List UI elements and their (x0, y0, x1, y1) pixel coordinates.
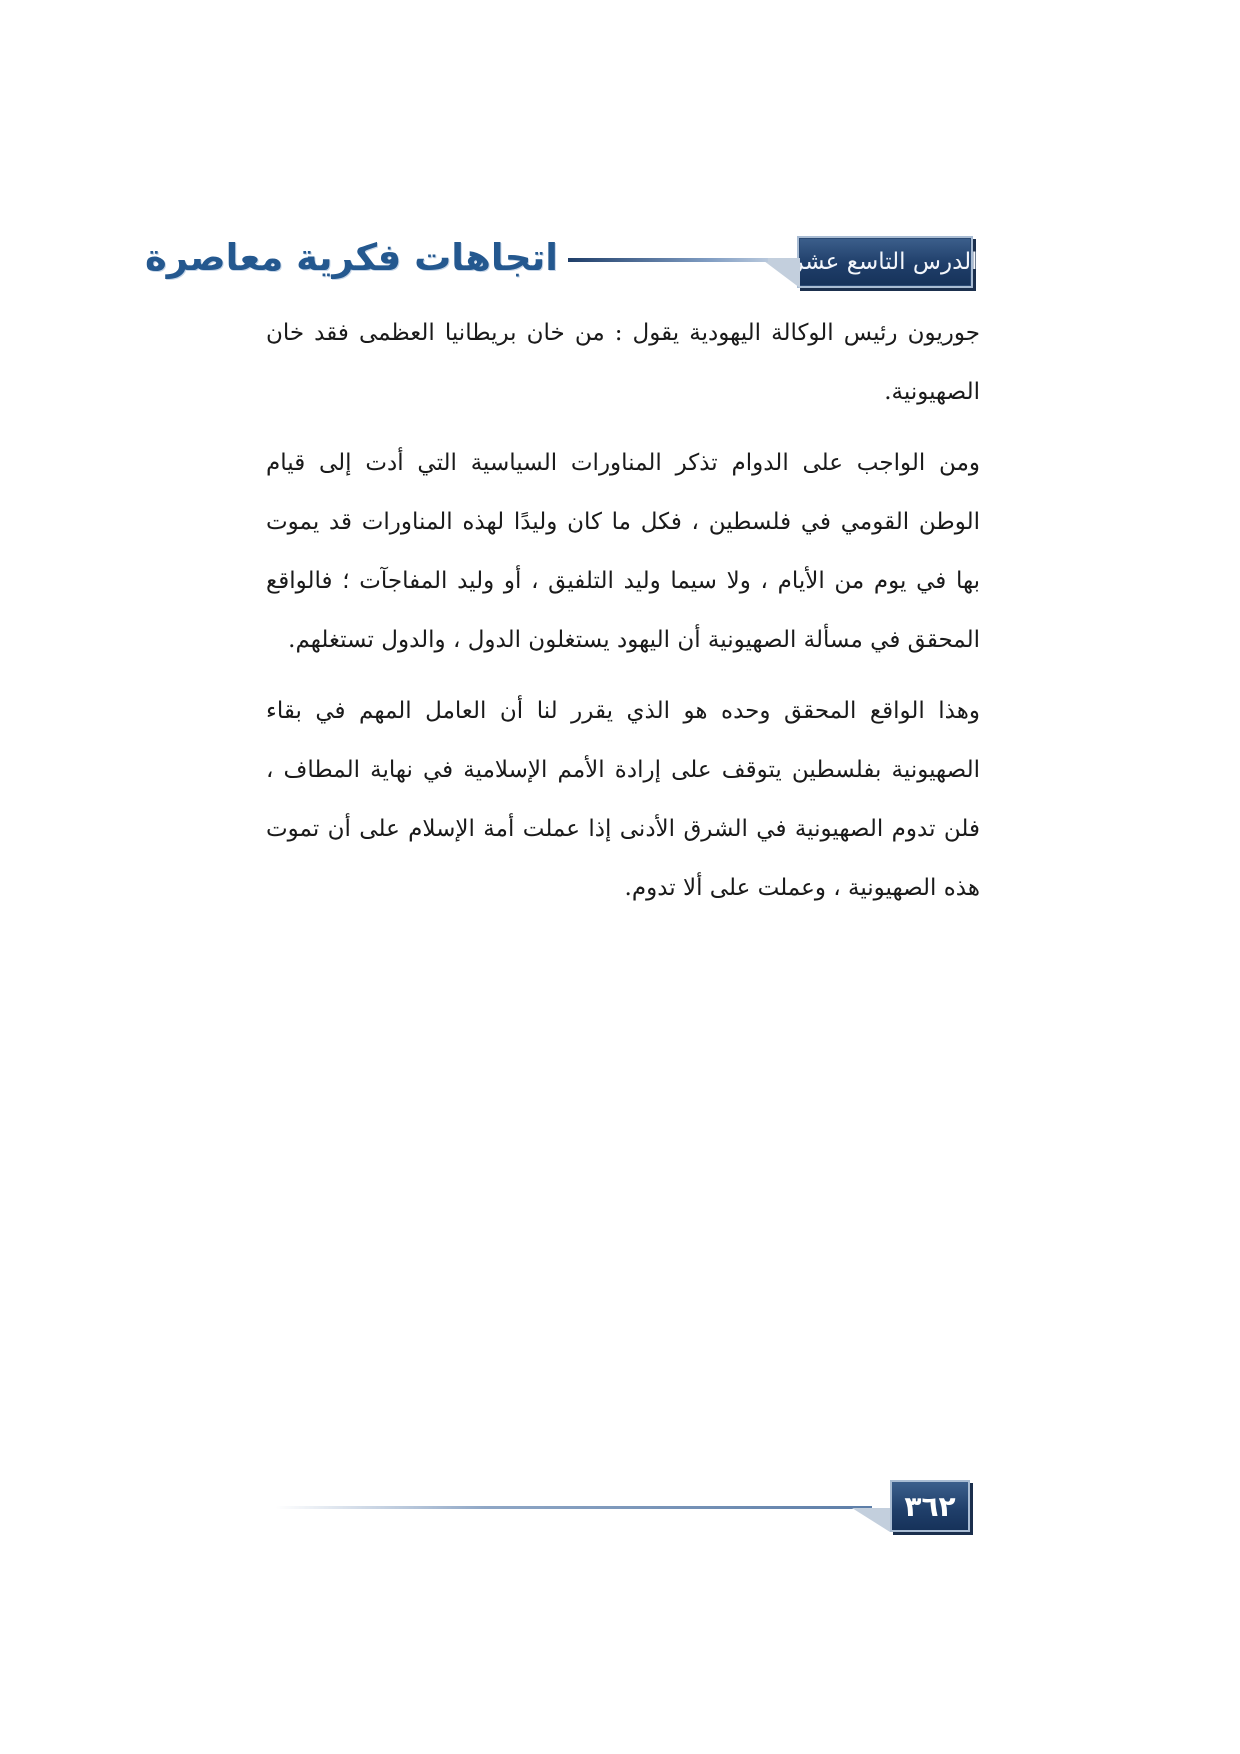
page-number-badge (890, 1480, 970, 1532)
main-text (266, 304, 980, 930)
page-number: ٣٦٢ (904, 1489, 956, 1523)
paragraph-1: جوريون رئيس الوكالة اليهودية يقول : من خان بريطانيا العظمى فقد خان الصهيونية. (266, 320, 980, 405)
page-header (0, 0, 1240, 300)
paragraph-2: ومن الواجب على الدوام تذكر المناورات السياسية التي أدت إلى قيام الوطن القومي في فلسطين ، فكل ما كان وليدًا لهذه المناورات قد يموت بها في يوم من الأيام ، ولا سيما وليد التلفيق ، أو وليد المفاجآت ؛ فالواقع المحقق في مسألة الصهيونية أن اليهود يستغلون الدول ، والدول تستغلهم. (266, 450, 980, 653)
lesson-label: الدرس التاسع عشر (792, 249, 978, 275)
book-title: اتجاهات فكرية معاصرة (144, 236, 558, 279)
paragraph-3: وهذا الواقع المحقق وحده هو الذي يقرر لنا أن العامل المهم في بقاء الصهيونية بفلسطين يتوقف على إرادة الأمم الإسلامية في نهاية المطاف ، فلن تدوم الصهيونية في الشرق الأدنى إذا عملت أمة الإسلام على أن تموت هذه الصهيونية ، وعملت على ألا تدوم. (266, 698, 980, 901)
header-divider-line (568, 258, 768, 262)
footer-wedge-decoration (852, 1508, 890, 1532)
lesson-badge (792, 236, 978, 288)
header-wedge-decoration (760, 258, 800, 288)
footer-divider-line (276, 1506, 872, 1509)
